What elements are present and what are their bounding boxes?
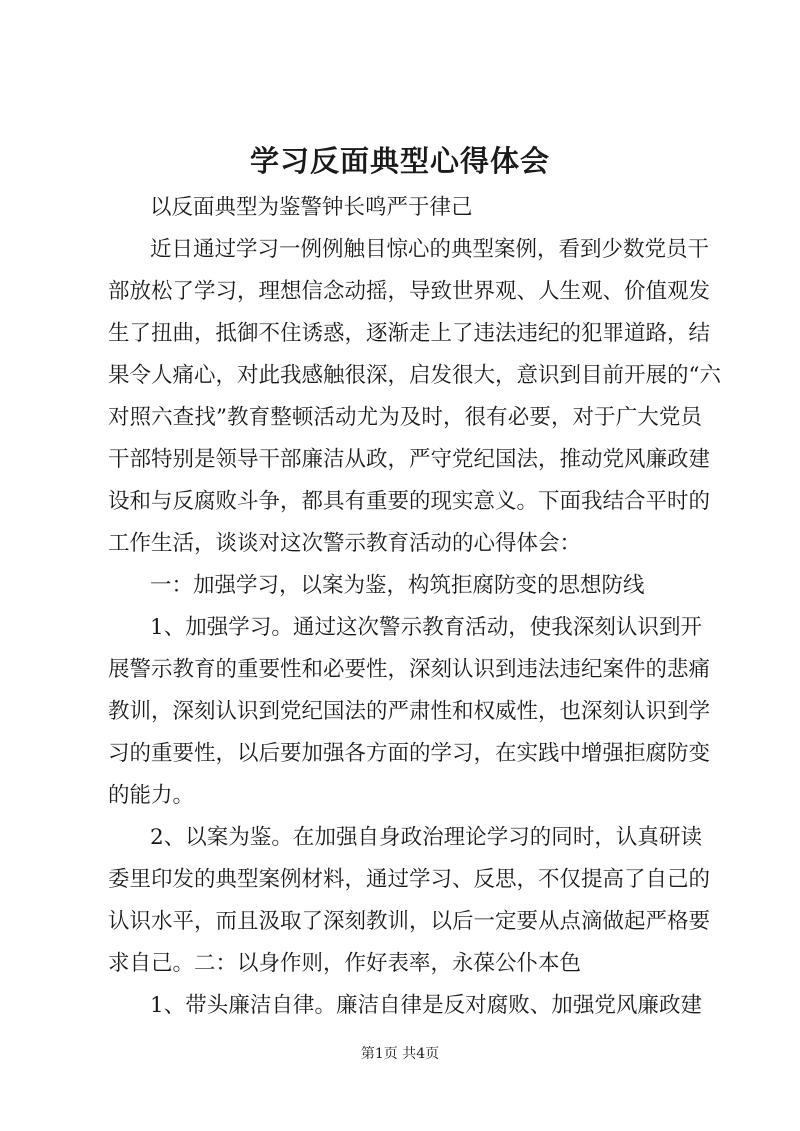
paragraph-line: 1、加强学习。通过这次警示教育活动，使我深刻认识到开 (150, 615, 702, 640)
paragraph-line: 设和与反腐败斗争，都具有重要的现实意义。下面我结合平时的 (108, 489, 711, 514)
paragraph-line: 习的重要性，以后要加强各方面的学习，在实践中增强拒腐防变 (108, 741, 711, 766)
subtitle-line: 以反面典型为鉴警钟长鸣严于律己 (150, 195, 473, 220)
paragraph-line: 果令人痛心，对此我感触很深，启发很大，意识到目前开展的“六 (108, 363, 721, 388)
paragraph-line: 的能力。 (108, 783, 195, 808)
paragraph-line: 对照六查找”教育整顿活动尤为及时，很有必要，对于广大党员 (108, 405, 702, 430)
paragraph-line: 求自己。二：以身作则，作好表率，永葆公仆本色 (108, 951, 582, 976)
paragraph-line: 1、带头廉洁自律。廉洁自律是反对腐败、加强党风廉政建 (150, 993, 702, 1018)
paragraph-line: 近日通过学习一例例触目惊心的典型案例，看到少数党员干 (150, 237, 710, 262)
section-heading: 一：加强学习，以案为鉴，构筑拒腐防变的思想防线 (150, 573, 645, 598)
paragraph-line: 2、以案为鉴。在加强自身政治理论学习的同时，认真研读 (150, 825, 702, 850)
paragraph-line: 教训，深刻认识到党纪国法的严肃性和权威性，也深刻认识到学 (108, 699, 711, 724)
page-number-footer: 第1页 共4页 (360, 1046, 440, 1062)
document-title: 学习反面典型心得体会 (249, 144, 550, 178)
paragraph-line: 认识水平，而且汲取了深刻教训，以后一定要从点滴做起严格要 (108, 909, 711, 934)
paragraph-line: 委里印发的典型案例材料，通过学习、反思，不仅提高了自己的 (108, 867, 711, 892)
paragraph-line: 干部特别是领导干部廉洁从政，严守党纪国法，推动党风廉政建 (108, 447, 711, 472)
paragraph-line: 生了扭曲，抵御不住诱惑，逐渐走上了违法违纪的犯罪道路，结 (108, 321, 711, 346)
paragraph-line: 展警示教育的重要性和必要性，深刻认识到违法违纪案件的悲痛 (108, 657, 711, 682)
paragraph-line: 工作生活，谈谈对这次警示教育活动的心得体会： (108, 531, 582, 556)
paragraph-line: 部放松了学习，理想信念动摇，导致世界观、人生观、价值观发 (108, 279, 711, 304)
